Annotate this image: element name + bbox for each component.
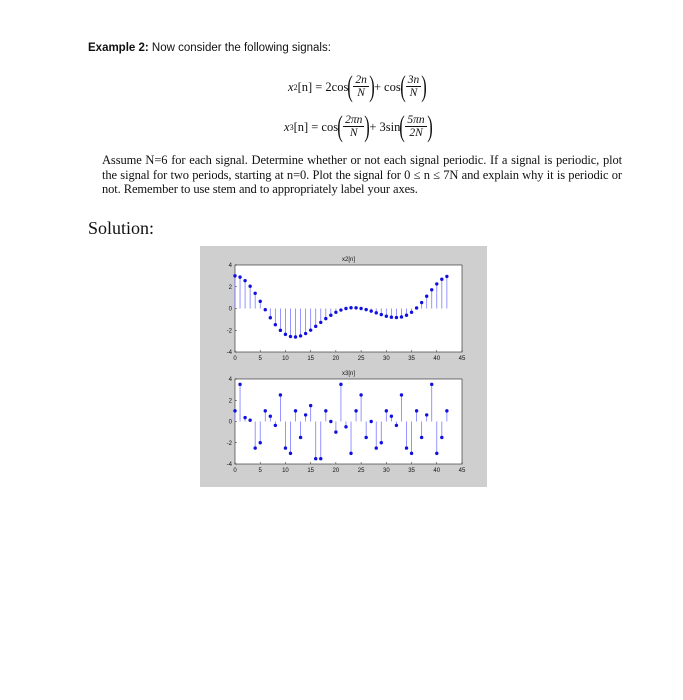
example-heading xyxy=(88,42,331,54)
stem-marker xyxy=(425,295,428,298)
stem-marker xyxy=(405,446,408,449)
stem-marker xyxy=(309,404,312,407)
stem-marker xyxy=(359,307,362,310)
x-tick-label: 0 xyxy=(233,468,237,474)
stem-marker xyxy=(445,275,448,278)
stem-marker xyxy=(359,393,362,396)
stem-marker xyxy=(364,308,367,311)
solution-label: Solution: xyxy=(88,218,155,238)
x-tick-label: 5 xyxy=(258,468,262,474)
stem-marker xyxy=(314,325,317,328)
stem-marker xyxy=(309,328,312,331)
stem-marker xyxy=(390,316,393,319)
eq1-lhs: x xyxy=(288,79,294,94)
stem-marker xyxy=(274,323,277,326)
stem-marker xyxy=(284,333,287,336)
stem-marker xyxy=(364,436,367,439)
stem-marker xyxy=(233,409,236,412)
eq1-frac2: $\frac{3n}{N}$ xyxy=(407,74,420,99)
stem-marker xyxy=(440,436,443,439)
x-tick-label: 45 xyxy=(458,356,466,362)
stem-marker xyxy=(334,430,337,433)
stem-marker xyxy=(284,446,287,449)
equation-x2: x 2 [n] = 2cos ( $\frac{2n}{N}$ ) + cos ( $\frac{3n}{N}$ ) xyxy=(288,70,427,103)
example-heading-bold: Example 2: xyxy=(88,42,149,54)
stem-marker xyxy=(385,315,388,318)
eq1-plus: + cos xyxy=(373,79,401,94)
stem-marker xyxy=(415,409,418,412)
stem-marker xyxy=(319,457,322,460)
y-tick-label: -2 xyxy=(226,440,232,447)
stem-marker xyxy=(299,334,302,337)
x-tick-label: 40 xyxy=(433,356,441,362)
stem-marker xyxy=(248,419,251,422)
stem-marker xyxy=(435,452,438,455)
x-tick-label: 15 xyxy=(307,468,315,474)
stem-marker xyxy=(319,321,322,324)
stem-marker xyxy=(410,311,413,314)
eq1-lhs-sub: 2 xyxy=(293,82,298,92)
plot-axes-2 xyxy=(235,379,462,464)
stem-marker xyxy=(294,409,297,412)
stem-marker xyxy=(324,317,327,320)
eq2-lhs-sub: 3 xyxy=(289,122,294,132)
x-tick-label: 0 xyxy=(233,356,237,362)
stem-marker xyxy=(294,335,297,338)
stem-marker xyxy=(395,424,398,427)
stem-marker xyxy=(410,452,413,455)
matlab-figure xyxy=(200,246,487,487)
stem-marker xyxy=(405,314,408,317)
x-tick-label: 20 xyxy=(332,468,340,474)
x-tick-label: 15 xyxy=(307,356,315,362)
stem-marker xyxy=(430,288,433,291)
y-tick-label: -2 xyxy=(226,328,232,335)
stem-marker xyxy=(430,383,433,386)
stem-marker xyxy=(304,413,307,416)
stem-marker xyxy=(370,309,373,312)
stem-marker xyxy=(304,332,307,335)
stem-marker xyxy=(233,274,236,277)
stem-marker xyxy=(253,292,256,295)
stem-marker xyxy=(334,311,337,314)
stem-plots xyxy=(200,246,487,487)
plot-title-1: x2[n] xyxy=(341,257,356,263)
stem-marker xyxy=(264,308,267,311)
y-tick-label: 0 xyxy=(228,419,232,426)
plot-axes-1 xyxy=(235,265,462,352)
x-tick-label: 20 xyxy=(332,356,340,362)
x-tick-label: 45 xyxy=(458,468,466,474)
stem-marker xyxy=(420,436,423,439)
stem-marker xyxy=(339,308,342,311)
stem-marker xyxy=(238,275,241,278)
eq2-lhs-arg: [n] = cos xyxy=(293,119,339,134)
stem-marker xyxy=(269,316,272,319)
stem-marker xyxy=(289,452,292,455)
stem-marker xyxy=(380,313,383,316)
stem-marker xyxy=(354,409,357,412)
stem-marker xyxy=(344,307,347,310)
stem-marker xyxy=(344,425,347,428)
stem-marker xyxy=(279,329,282,332)
eq2-frac2: $\frac{5\pi n}{2N}$ xyxy=(407,114,425,139)
stem-marker xyxy=(314,457,317,460)
stem-marker xyxy=(274,424,277,427)
instructions-paragraph: Assume N=6 for each signal. Determine whether or not each signal periodic. If a signal is periodic, plot the signal for two periods, starting at n=0. Plot the signal for 0 ≤ n ≤ 7N and explain why it is periodic or not. Remember to use stem and to appropriately label your axes. xyxy=(102,153,622,196)
y-tick-label: 2 xyxy=(228,398,232,405)
stem-marker xyxy=(400,315,403,318)
eq1-lhs-arg: [n] = 2cos xyxy=(297,79,349,94)
equation-x3: x 3 [n] = cos ( $\frac{2\pi n}{N}$ ) + 3sin ( $\frac{5\pi n}{2N}$ ) xyxy=(284,110,433,143)
eq2-lhs: x xyxy=(284,119,290,134)
y-tick-label: 0 xyxy=(228,306,232,313)
stem-marker xyxy=(435,282,438,285)
stem-marker xyxy=(279,393,282,396)
stem-marker xyxy=(375,446,378,449)
x-tick-label: 25 xyxy=(357,356,365,362)
stem-marker xyxy=(370,420,373,423)
x-tick-label: 10 xyxy=(282,468,289,474)
plot-title-2: x3[n] xyxy=(341,371,356,377)
stem-marker xyxy=(354,306,357,309)
y-tick-label: -4 xyxy=(226,462,232,468)
stem-marker xyxy=(390,414,393,417)
x-tick-label: 10 xyxy=(282,356,289,362)
stem-marker xyxy=(243,416,246,419)
y-tick-label: 4 xyxy=(228,377,232,383)
stem-marker xyxy=(264,409,267,412)
stem-marker xyxy=(238,383,241,386)
eq1-frac1: $\frac{2n}{N}$ xyxy=(355,74,367,99)
stem-marker xyxy=(349,306,352,309)
stem-marker xyxy=(440,278,443,281)
stem-marker xyxy=(415,306,418,309)
stem-marker xyxy=(259,300,262,303)
stem-marker xyxy=(329,420,332,423)
stem-marker xyxy=(243,279,246,282)
y-tick-label: -4 xyxy=(226,350,232,356)
stem-marker xyxy=(339,383,342,386)
x-tick-label: 5 xyxy=(258,356,262,362)
stem-marker xyxy=(349,452,352,455)
stem-marker xyxy=(380,441,383,444)
stem-marker xyxy=(329,314,332,317)
stem-marker xyxy=(248,285,251,288)
stem-marker xyxy=(385,409,388,412)
y-tick-label: 2 xyxy=(228,284,232,291)
x-tick-label: 35 xyxy=(408,356,415,362)
stem-marker xyxy=(375,311,378,314)
stem-marker xyxy=(324,409,327,412)
y-tick-label: 4 xyxy=(228,263,232,269)
stem-marker xyxy=(445,409,448,412)
stem-marker xyxy=(289,335,292,338)
eq2-plus: + 3sin xyxy=(369,119,401,134)
stem-marker xyxy=(259,441,262,444)
stem-marker xyxy=(420,301,423,304)
stem-marker xyxy=(425,413,428,416)
x-tick-label: 30 xyxy=(382,468,390,474)
x-tick-label: 40 xyxy=(433,468,441,474)
eq2-frac1: $\frac{2\pi n}{N}$ xyxy=(345,114,363,139)
stem-marker xyxy=(395,316,398,319)
example-heading-text: Now consider the following signals: xyxy=(148,42,331,54)
stem-marker xyxy=(253,446,256,449)
stem-marker xyxy=(299,436,302,439)
x-tick-label: 30 xyxy=(382,356,390,362)
stem-marker xyxy=(400,393,403,396)
x-tick-label: 35 xyxy=(408,468,415,474)
x-tick-label: 25 xyxy=(357,468,365,474)
stem-marker xyxy=(269,414,272,417)
